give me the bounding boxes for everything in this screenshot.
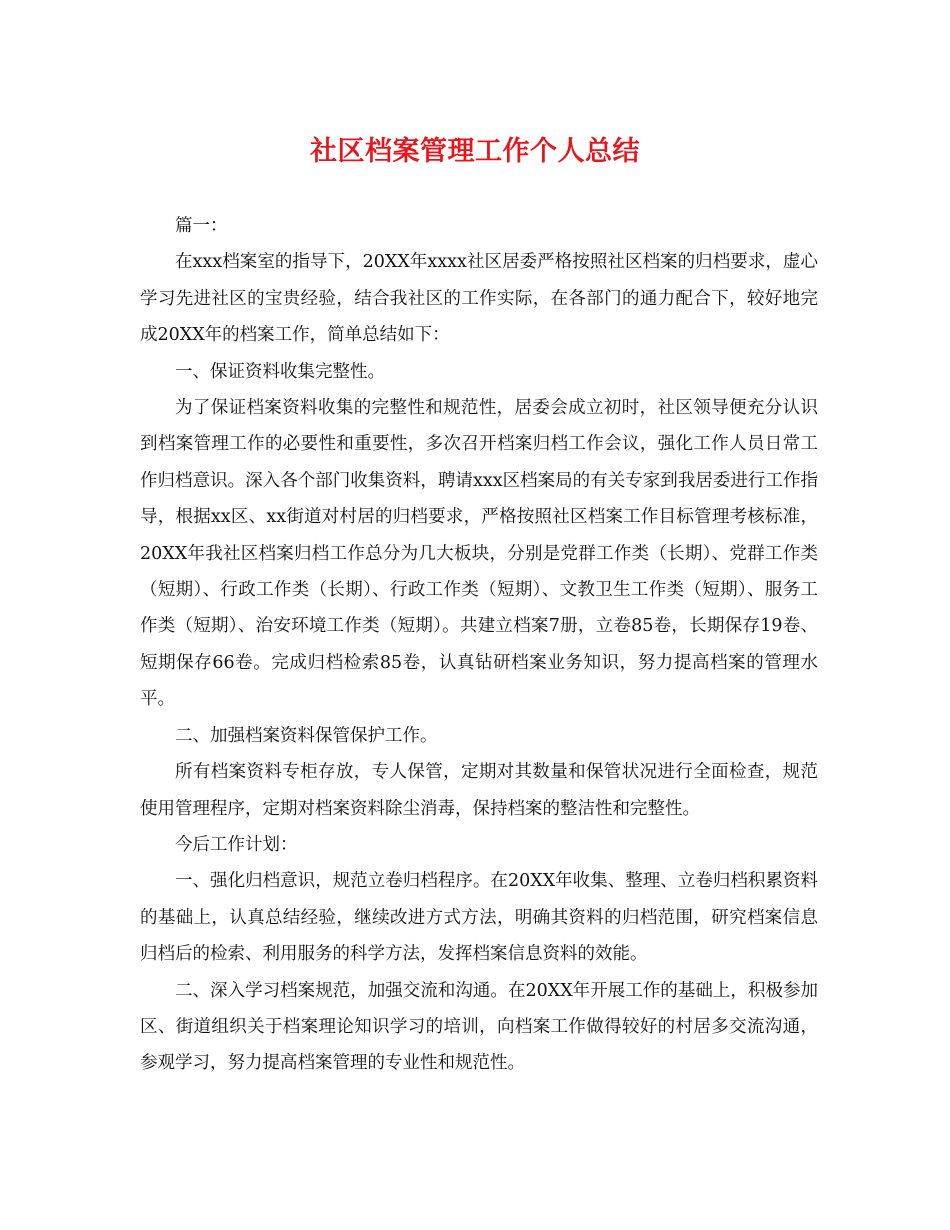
paragraph-section-label: 篇一： [175,216,228,236]
paragraph-collection: 为了保证档案资料收集的完整性和规范性，居委会成立初时，社区领导便充分认识到档案管理工作的必要性和重要性，多次召开档案归档工作会议，强化工作人员日常工作归档意识。深入各个部门收集资料，聘请xxx区档案局的有关专家到我居委进行工作指导，根据xx区、xx街道对村居的归档要求，严格按照社区档案工作目标管理考核标准，20XX年我社区档案归档工作总分为几大板块，分别是党群工作类（长期）、党群工作类（短期）、行政工作类（长期）、行政工作类（短期）、文教卫生工作类（短期）、服务工作类（短期）、治安环境工作类（短期）。共建立档案7册，立卷85卷，长期保存19卷、短期保存66卷。完成归档检索85卷，认真钻研档案业务知识，努力提高档案的管理水平。 [140,398,818,710]
paragraph-plan-1: 一、强化归档意识，规范立卷归档程序。在20XX年收集、整理、立卷归档积累资料的基础上，认真总结经验，继续改进方式方法，明确其资料的归档范围，研究档案信息归档后的检索、利用服务的科学方法，发挥档案信息资料的效能。 [140,871,818,965]
document-body [140,208,818,1082]
paragraph-heading-1: 一、保证资料收集完整性。 [175,361,385,382]
paragraph-intro: 在xxx档案室的指导下，20XX年xxxx社区居委严格按照社区档案的归档要求，虚心学习先进社区的宝贵经验，结合我社区的工作实际，在各部门的通力配合下，较好地完成20XX年的档案工作，简单总结如下： [140,252,818,346]
paragraph-plan-2: 二、深入学习档案规范，加强交流和沟通。在20XX年开展工作的基础上，积极参加区、街道组织关于档案理论知识学习的培训，向档案工作做得较好的村居多交流沟通，参观学习，努力提高档案管理的专业性和规范性。 [140,980,818,1074]
paragraph-plan-heading: 今后工作计划： [175,834,298,855]
paragraph-heading-2: 二、加强档案资料保管保护工作。 [175,725,438,746]
paragraph-storage: 所有档案资料专柜存放，专人保管，定期对其数量和保管状况进行全面检查，规范使用管理程序，定期对档案资料除尘消毒，保持档案的整洁性和完整性。 [140,762,818,819]
document-title: 社区档案管理工作个人总结 [310,136,640,167]
